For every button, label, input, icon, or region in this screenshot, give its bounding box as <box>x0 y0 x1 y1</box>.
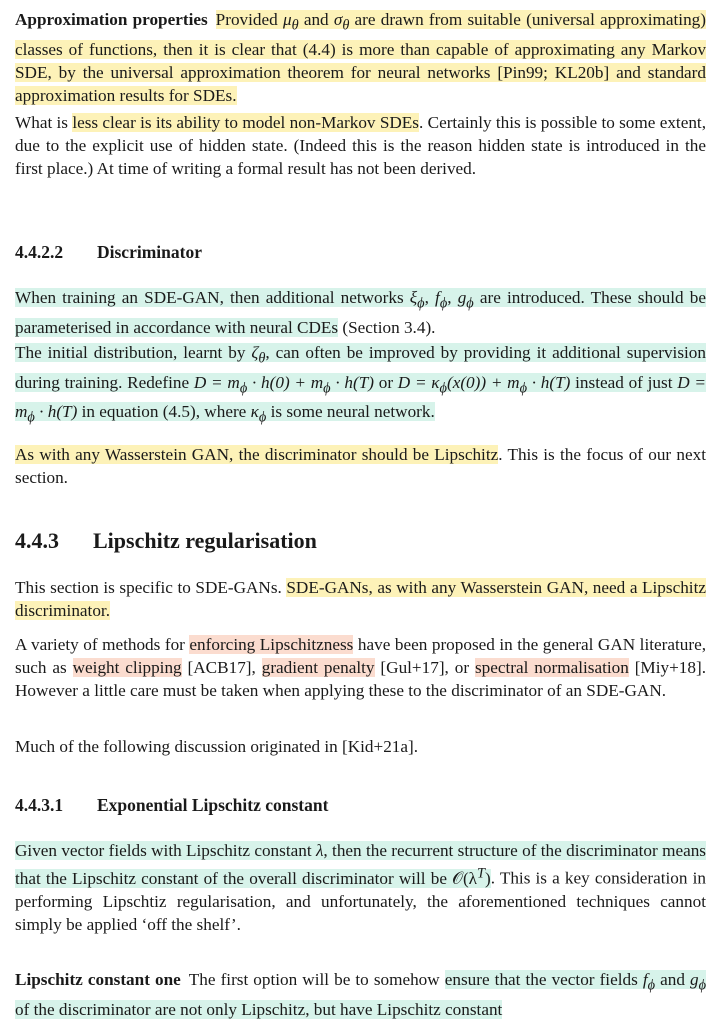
approximation-paragraph <box>15 8 706 107</box>
highlight-weight-clipping: weight clipping <box>72 658 182 678</box>
lipschitz-paragraph-2: A variety of methods for enforcing Lipschitzness have been proposed in the general GAN literature, such as weight clipping [ACB17], gradient penalty [Gul+17], or spectral normalisation [Miy+18]. However a little care must be taken when applying these to the discriminator of an SDE-GAN. <box>15 635 706 701</box>
discriminator-paragraph-1: When training an SDE-GAN, then additional networks $\xi_\phi$, $f_\phi$, $g_\phi$ are introduced. These should be parameterised in accordance with neural CDEs (Section 3.4). <box>15 288 707 337</box>
lipschitz-paragraph-1: This section is specific to SDE-GANs. SDE-GANs, as with any Wasserstein GAN, need a Lipschitz discriminator. <box>15 578 706 621</box>
section-title: Exponential Lipschitz constant <box>97 795 329 815</box>
highlight-initial-distribution: The initial distribution, learnt by $\zeta_\theta$, can often be improved by providing it additional supervision during training. Redefine $D = m_\phi \cdot h(0) + m_\phi \cdot h(T)$ or $D = \kappa_\phi(x(0)) + m_\phi \cdot h(T)$ instead of just $D = m_\phi \cdot h(T)$ in equation (4.5), where $\kappa_\phi$ is some neural network. <box>15 343 706 426</box>
lipschitz-one-heading: Lipschitz constant one <box>15 970 181 989</box>
highlight-wasserstein-lipschitz: As with any Wasserstein GAN, the discriminator should be Lipschitz <box>15 445 499 464</box>
section-number: 4.4.3.1 <box>15 795 64 815</box>
lipschitz-one-paragraph: Lipschitz constant one The first option will be to somehow ensure that the vector fields $f_\phi$ and $g_\phi$ of the discriminator are not only Lipschitz, but have Lipschitz constant <box>15 970 707 1019</box>
highlight-spectral-normalisation: spectral normalisation <box>474 658 629 678</box>
section-number: 4.4.3 <box>15 528 59 553</box>
section-title: Discriminator <box>97 242 202 262</box>
subsubsection-heading-exponential <box>15 794 706 817</box>
non-markov-paragraph: What is less clear is its ability to model non-Markov SDEs. Certainly this is possible to some extent, due to the explicit use of hidden state. (Indeed this is the reason hidden state is introduced in the first place.) At time of writing a formal result has not been derived. <box>15 113 706 179</box>
highlight-need-lipschitz: SDE-GANs, as with any Wasserstein GAN, need a Lipschitz discriminator. <box>15 578 706 621</box>
lipschitz-paragraph-3: Much of the following discussion originated in [Kid+21a]. <box>15 737 419 756</box>
subsection-heading-lipschitz-regularisation <box>15 529 706 552</box>
highlight-approximation: Provided $\mu_\theta$ and $\sigma_\theta$ are drawn from suitable (universal approximating) classes of functions, then it is clear that (4.4) is more than capable of approximating any Markov SDE, by the universal approximation theorem for neural networks [Pin99; KL20b] and standard approximation results for SDEs. <box>15 10 706 106</box>
highlight-additional-networks: When training an SDE-GAN, then additional networks $\xi_\phi$, $f_\phi$, $g_\phi$ are introduced. These should be parameterised in accordance with neural CDEs <box>15 288 707 337</box>
highlight-enforcing: enforcing Lipschitzness <box>189 635 354 654</box>
section-number: 4.4.2.2 <box>15 242 64 262</box>
highlight-gradient-penalty: gradient penalty <box>261 658 375 678</box>
section-title: Lipschitz regularisation <box>93 528 317 553</box>
approximation-heading: Approximation properties <box>15 10 208 29</box>
highlight-non-markov: less clear is its ability to model non-Markov SDEs <box>72 113 419 132</box>
discriminator-paragraph-2 <box>15 341 706 430</box>
highlight-vector-fields: ensure that the vector fields $f_\phi$ and $g_\phi$ of the discriminator are not only Lipschitz, but have Lipschitz constant <box>15 970 707 1019</box>
subsubsection-heading-discriminator <box>15 241 706 264</box>
exponential-paragraph: Given vector fields with Lipschitz constant λ, then the recurrent structure of the discriminator means that the Lipschitz constant of the overall discriminator will be $𝒪(\lambda^T)$. This is a key consideration in performing Lipschtiz regularisation, and unfortunately, the aforementioned techniques cannot simply be applied ‘off the shelf’. <box>15 841 706 935</box>
highlight-recurrent-structure: Given vector fields with Lipschitz constant λ, then the recurrent structure of the discriminator means that the Lipschitz constant of the overall discriminator will be $𝒪(\lambda^T)$ <box>15 841 706 888</box>
discriminator-paragraph-3: As with any Wasserstein GAN, the discriminator should be Lipschitz. This is the focus of our next section. <box>15 445 706 488</box>
